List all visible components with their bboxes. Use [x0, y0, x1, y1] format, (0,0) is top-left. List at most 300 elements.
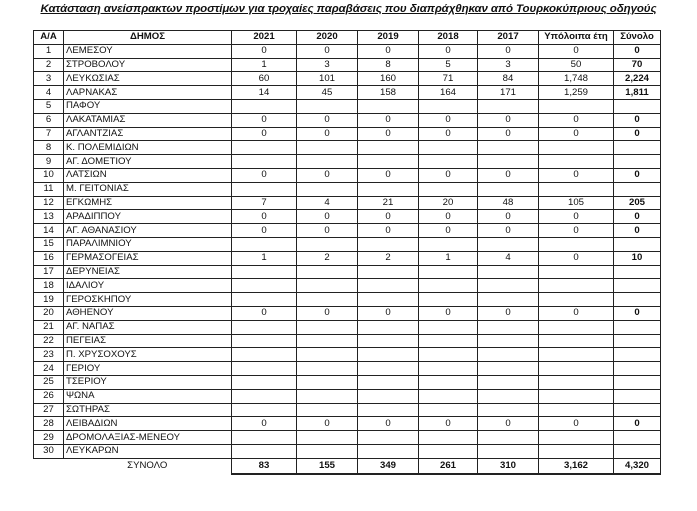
value-cell: 0: [232, 306, 297, 320]
value-cell: [539, 265, 614, 279]
row-number: 23: [34, 348, 64, 362]
value-cell: [297, 348, 358, 362]
value-cell: [614, 182, 661, 196]
row-number: 17: [34, 265, 64, 279]
value-cell: [358, 348, 419, 362]
value-cell: [539, 320, 614, 334]
value-cell: [419, 375, 478, 389]
value-cell: [358, 293, 419, 307]
value-cell: [358, 334, 419, 348]
row-number: 13: [34, 210, 64, 224]
municipality-name: ΙΔΑΛΙΟΥ: [64, 279, 232, 293]
value-cell: 205: [614, 196, 661, 210]
value-cell: 0: [478, 168, 539, 182]
row-number: 20: [34, 306, 64, 320]
value-cell: [478, 431, 539, 445]
value-cell: 171: [478, 86, 539, 100]
value-cell: [614, 362, 661, 376]
value-cell: [232, 265, 297, 279]
value-cell: 14: [232, 86, 297, 100]
municipality-name: ΤΣΕΡΙΟΥ: [64, 375, 232, 389]
table-row: [34, 251, 661, 265]
value-cell: [358, 99, 419, 113]
value-cell: [419, 279, 478, 293]
table-row: [34, 293, 661, 307]
total-label: ΣΥΝΟΛΟ: [127, 460, 168, 472]
value-cell: 158: [358, 86, 419, 100]
row-number: 30: [34, 444, 64, 458]
table-row: [34, 389, 661, 403]
municipality-name: ΣΤΡΟΒΟΛΟΥ: [64, 58, 232, 72]
value-cell: 0: [232, 417, 297, 431]
value-cell: [297, 141, 358, 155]
value-cell: 0: [539, 210, 614, 224]
value-cell: [478, 403, 539, 417]
value-cell: [232, 279, 297, 293]
value-cell: 0: [478, 127, 539, 141]
value-cell: 7: [232, 196, 297, 210]
table-row: [34, 113, 661, 127]
fines-table: [33, 30, 661, 475]
row-number: 24: [34, 362, 64, 376]
total-value: 155: [297, 458, 358, 474]
value-cell: 3: [297, 58, 358, 72]
value-cell: 0: [232, 44, 297, 58]
municipality-name: Π. ΧΡΥΣΟΧΟΥΣ: [64, 348, 232, 362]
value-cell: 0: [539, 127, 614, 141]
value-cell: 0: [232, 113, 297, 127]
header-total: Σύνολο: [614, 31, 661, 45]
table-row: [34, 431, 661, 445]
value-cell: [419, 265, 478, 279]
value-cell: [232, 403, 297, 417]
municipality-name: ΠΕΓΕΙΑΣ: [64, 334, 232, 348]
total-value: 4,320: [614, 458, 661, 474]
table-row: [34, 182, 661, 196]
value-cell: [539, 375, 614, 389]
value-cell: 160: [358, 72, 419, 86]
municipality-name: ΔΕΡΥΝΕΙΑΣ: [64, 265, 232, 279]
municipality-name: ΓΕΡΟΣΚΗΠΟΥ: [64, 293, 232, 307]
row-number: 11: [34, 182, 64, 196]
header-2017: 2017: [478, 31, 539, 45]
value-cell: 1: [232, 251, 297, 265]
value-cell: 0: [614, 168, 661, 182]
value-cell: [232, 320, 297, 334]
value-cell: [232, 444, 297, 458]
value-cell: [478, 334, 539, 348]
value-cell: [614, 141, 661, 155]
value-cell: [539, 99, 614, 113]
value-cell: [539, 155, 614, 169]
table-row: [34, 168, 661, 182]
value-cell: 0: [232, 224, 297, 238]
value-cell: [232, 237, 297, 251]
municipality-name: ΓΕΡΜΑΣΟΓΕΙΑΣ: [64, 251, 232, 265]
row-number: 2: [34, 58, 64, 72]
municipality-name: Κ. ΠΟΛΕΜΙΔΙΩΝ: [64, 141, 232, 155]
row-number: 19: [34, 293, 64, 307]
value-cell: [478, 375, 539, 389]
value-cell: [297, 237, 358, 251]
value-cell: [419, 389, 478, 403]
value-cell: [232, 431, 297, 445]
value-cell: [539, 389, 614, 403]
value-cell: 0: [614, 224, 661, 238]
header-municipality: ΔΗΜΟΣ: [64, 31, 232, 45]
table-row: [34, 279, 661, 293]
value-cell: [478, 237, 539, 251]
municipality-name: ΨΩΝΑ: [64, 389, 232, 403]
value-cell: [358, 279, 419, 293]
value-cell: 0: [478, 306, 539, 320]
total-value: 261: [419, 458, 478, 474]
value-cell: 0: [614, 306, 661, 320]
value-cell: 0: [478, 224, 539, 238]
table-row: [34, 348, 661, 362]
value-cell: [358, 320, 419, 334]
value-cell: [358, 389, 419, 403]
value-cell: 0: [419, 417, 478, 431]
value-cell: [232, 362, 297, 376]
row-number: 26: [34, 389, 64, 403]
value-cell: [232, 348, 297, 362]
row-number: 10: [34, 168, 64, 182]
value-cell: 20: [419, 196, 478, 210]
row-number: 22: [34, 334, 64, 348]
row-number: 7: [34, 127, 64, 141]
table-row: [34, 375, 661, 389]
value-cell: [614, 403, 661, 417]
value-cell: [539, 334, 614, 348]
municipality-name: ΑΡΑΔΙΠΠΟΥ: [64, 210, 232, 224]
value-cell: [478, 444, 539, 458]
value-cell: 0: [232, 168, 297, 182]
value-cell: [419, 155, 478, 169]
header-2021: 2021: [232, 31, 297, 45]
value-cell: [419, 362, 478, 376]
table-row: [34, 362, 661, 376]
value-cell: [232, 99, 297, 113]
table-row: [34, 44, 661, 58]
table-row: [34, 58, 661, 72]
value-cell: [297, 334, 358, 348]
table-row: [34, 72, 661, 86]
value-cell: 0: [539, 44, 614, 58]
value-cell: [419, 431, 478, 445]
row-number: 14: [34, 224, 64, 238]
table-row: [34, 444, 661, 458]
municipality-name: ΛΑΚΑΤΑΜΙΑΣ: [64, 113, 232, 127]
value-cell: 2,224: [614, 72, 661, 86]
value-cell: [614, 334, 661, 348]
header-aa: Α/Α: [34, 31, 64, 45]
value-cell: [297, 320, 358, 334]
value-cell: [419, 320, 478, 334]
value-cell: 3: [478, 58, 539, 72]
value-cell: 1: [419, 251, 478, 265]
value-cell: 101: [297, 72, 358, 86]
municipality-name: ΑΓ. ΔΟΜΕΤΙΟΥ: [64, 155, 232, 169]
value-cell: [297, 375, 358, 389]
value-cell: [419, 293, 478, 307]
table-row: [34, 306, 661, 320]
value-cell: [358, 444, 419, 458]
municipality-name: ΑΓ. ΝΑΠΑΣ: [64, 320, 232, 334]
header-other-years: Υπόλοιπα έτη: [539, 31, 614, 45]
municipality-name: ΑΓΛΑΝΤΖΙΑΣ: [64, 127, 232, 141]
value-cell: [539, 141, 614, 155]
table-row: [34, 99, 661, 113]
value-cell: [478, 362, 539, 376]
value-cell: [614, 431, 661, 445]
value-cell: [478, 348, 539, 362]
value-cell: 0: [297, 224, 358, 238]
table-row: [34, 210, 661, 224]
value-cell: 0: [539, 306, 614, 320]
value-cell: 0: [358, 127, 419, 141]
value-cell: 1,259: [539, 86, 614, 100]
total-value: 349: [358, 458, 419, 474]
row-number: 4: [34, 86, 64, 100]
value-cell: 0: [419, 127, 478, 141]
municipality-name: ΛΕΜΕΣΟΥ: [64, 44, 232, 58]
row-number: 18: [34, 279, 64, 293]
value-cell: [358, 155, 419, 169]
value-cell: 0: [478, 417, 539, 431]
row-number: 12: [34, 196, 64, 210]
value-cell: 0: [297, 168, 358, 182]
total-value: 3,162: [539, 458, 614, 474]
value-cell: 0: [358, 44, 419, 58]
value-cell: 60: [232, 72, 297, 86]
value-cell: 0: [419, 168, 478, 182]
table-row: [34, 265, 661, 279]
value-cell: 4: [297, 196, 358, 210]
value-cell: 0: [358, 417, 419, 431]
municipality-name: ΛΕΙΒΑΔΙΩΝ: [64, 417, 232, 431]
row-number: 5: [34, 99, 64, 113]
value-cell: 0: [419, 306, 478, 320]
municipality-name: ΠΑΦΟΥ: [64, 99, 232, 113]
value-cell: 8: [358, 58, 419, 72]
value-cell: 1,811: [614, 86, 661, 100]
value-cell: 21: [358, 196, 419, 210]
header-2020: 2020: [297, 31, 358, 45]
value-cell: 0: [232, 127, 297, 141]
value-cell: [614, 444, 661, 458]
row-number: 25: [34, 375, 64, 389]
value-cell: [539, 362, 614, 376]
value-cell: [358, 403, 419, 417]
municipality-name: ΕΓΚΩΜΗΣ: [64, 196, 232, 210]
value-cell: [297, 99, 358, 113]
row-number: 6: [34, 113, 64, 127]
value-cell: 0: [419, 113, 478, 127]
value-cell: 0: [539, 251, 614, 265]
value-cell: [358, 431, 419, 445]
municipality-name: ΓΕΡΙΟΥ: [64, 362, 232, 376]
value-cell: [358, 141, 419, 155]
row-number: 29: [34, 431, 64, 445]
value-cell: 0: [297, 306, 358, 320]
value-cell: [539, 237, 614, 251]
value-cell: 48: [478, 196, 539, 210]
row-number: 8: [34, 141, 64, 155]
municipality-name: ΛΕΥΚΩΣΙΑΣ: [64, 72, 232, 86]
value-cell: [232, 155, 297, 169]
value-cell: 0: [358, 210, 419, 224]
value-cell: 0: [358, 224, 419, 238]
table-row: [34, 237, 661, 251]
value-cell: [297, 155, 358, 169]
value-cell: [297, 293, 358, 307]
value-cell: 0: [297, 127, 358, 141]
value-cell: [358, 265, 419, 279]
value-cell: 0: [614, 44, 661, 58]
value-cell: 0: [419, 210, 478, 224]
value-cell: 0: [614, 210, 661, 224]
value-cell: [419, 403, 478, 417]
value-cell: 0: [539, 113, 614, 127]
value-cell: [614, 265, 661, 279]
value-cell: [614, 375, 661, 389]
row-number: 9: [34, 155, 64, 169]
row-number: 3: [34, 72, 64, 86]
value-cell: [419, 348, 478, 362]
municipality-name: ΣΩΤΗΡΑΣ: [64, 403, 232, 417]
value-cell: 10: [614, 251, 661, 265]
row-number: 15: [34, 237, 64, 251]
value-cell: [232, 182, 297, 196]
value-cell: 164: [419, 86, 478, 100]
value-cell: [614, 389, 661, 403]
value-cell: 0: [297, 417, 358, 431]
header-2018: 2018: [419, 31, 478, 45]
table-row: [34, 141, 661, 155]
value-cell: [232, 334, 297, 348]
value-cell: 0: [358, 168, 419, 182]
value-cell: [419, 99, 478, 113]
total-value: 83: [232, 458, 297, 474]
value-cell: 2: [358, 251, 419, 265]
value-cell: [297, 279, 358, 293]
municipality-name: ΑΓ. ΑΘΑΝΑΣΙΟΥ: [64, 224, 232, 238]
municipality-name: Μ. ΓΕΙΤΟΝΙΑΣ: [64, 182, 232, 196]
value-cell: [419, 334, 478, 348]
value-cell: [539, 182, 614, 196]
municipality-name: ΔΡΟΜΟΛΑΞΙΑΣ-ΜΕΝΕΟΥ: [64, 431, 232, 445]
value-cell: 0: [539, 168, 614, 182]
value-cell: 0: [297, 113, 358, 127]
value-cell: 2: [297, 251, 358, 265]
value-cell: [232, 375, 297, 389]
value-cell: [539, 293, 614, 307]
value-cell: [419, 182, 478, 196]
value-cell: 71: [419, 72, 478, 86]
table-row: [34, 155, 661, 169]
value-cell: [478, 265, 539, 279]
table-row: [34, 86, 661, 100]
row-number: 27: [34, 403, 64, 417]
value-cell: 4: [478, 251, 539, 265]
value-cell: 45: [297, 86, 358, 100]
value-cell: [358, 237, 419, 251]
value-cell: [478, 182, 539, 196]
row-number: 16: [34, 251, 64, 265]
value-cell: [478, 389, 539, 403]
row-number: 1: [34, 44, 64, 58]
value-cell: 0: [297, 44, 358, 58]
header-2019: 2019: [358, 31, 419, 45]
value-cell: [297, 431, 358, 445]
value-cell: 0: [478, 210, 539, 224]
value-cell: 0: [614, 127, 661, 141]
value-cell: 0: [297, 210, 358, 224]
value-cell: [232, 141, 297, 155]
value-cell: [297, 362, 358, 376]
value-cell: [539, 348, 614, 362]
value-cell: [539, 279, 614, 293]
value-cell: [232, 389, 297, 403]
value-cell: [539, 403, 614, 417]
value-cell: [297, 403, 358, 417]
value-cell: 0: [478, 44, 539, 58]
value-cell: 0: [232, 210, 297, 224]
value-cell: [539, 444, 614, 458]
value-cell: [297, 444, 358, 458]
value-cell: [297, 265, 358, 279]
table-row: [34, 196, 661, 210]
value-cell: [478, 99, 539, 113]
value-cell: [539, 431, 614, 445]
municipality-name: ΑΘΗΕΝΟΥ: [64, 306, 232, 320]
total-row: [34, 458, 661, 474]
row-number: 28: [34, 417, 64, 431]
municipality-name: ΛΑΡΝΑΚΑΣ: [64, 86, 232, 100]
value-cell: 50: [539, 58, 614, 72]
table-row: [34, 224, 661, 238]
total-spacer: [34, 458, 64, 474]
table-row: [34, 334, 661, 348]
value-cell: 105: [539, 196, 614, 210]
value-cell: [614, 348, 661, 362]
value-cell: [614, 293, 661, 307]
value-cell: 0: [539, 224, 614, 238]
value-cell: [478, 320, 539, 334]
value-cell: [614, 237, 661, 251]
value-cell: 1,748: [539, 72, 614, 86]
value-cell: [478, 155, 539, 169]
header-row: [34, 31, 661, 45]
value-cell: [358, 182, 419, 196]
value-cell: 0: [419, 44, 478, 58]
value-cell: [297, 182, 358, 196]
value-cell: [419, 237, 478, 251]
value-cell: 1: [232, 58, 297, 72]
value-cell: [358, 375, 419, 389]
value-cell: 70: [614, 58, 661, 72]
value-cell: 0: [614, 417, 661, 431]
value-cell: [614, 320, 661, 334]
value-cell: 5: [419, 58, 478, 72]
value-cell: 0: [358, 113, 419, 127]
value-cell: 0: [539, 417, 614, 431]
value-cell: [358, 362, 419, 376]
municipality-name: ΛΕΥΚΑΡΩΝ: [64, 444, 232, 458]
value-cell: 0: [419, 224, 478, 238]
table-row: [34, 127, 661, 141]
